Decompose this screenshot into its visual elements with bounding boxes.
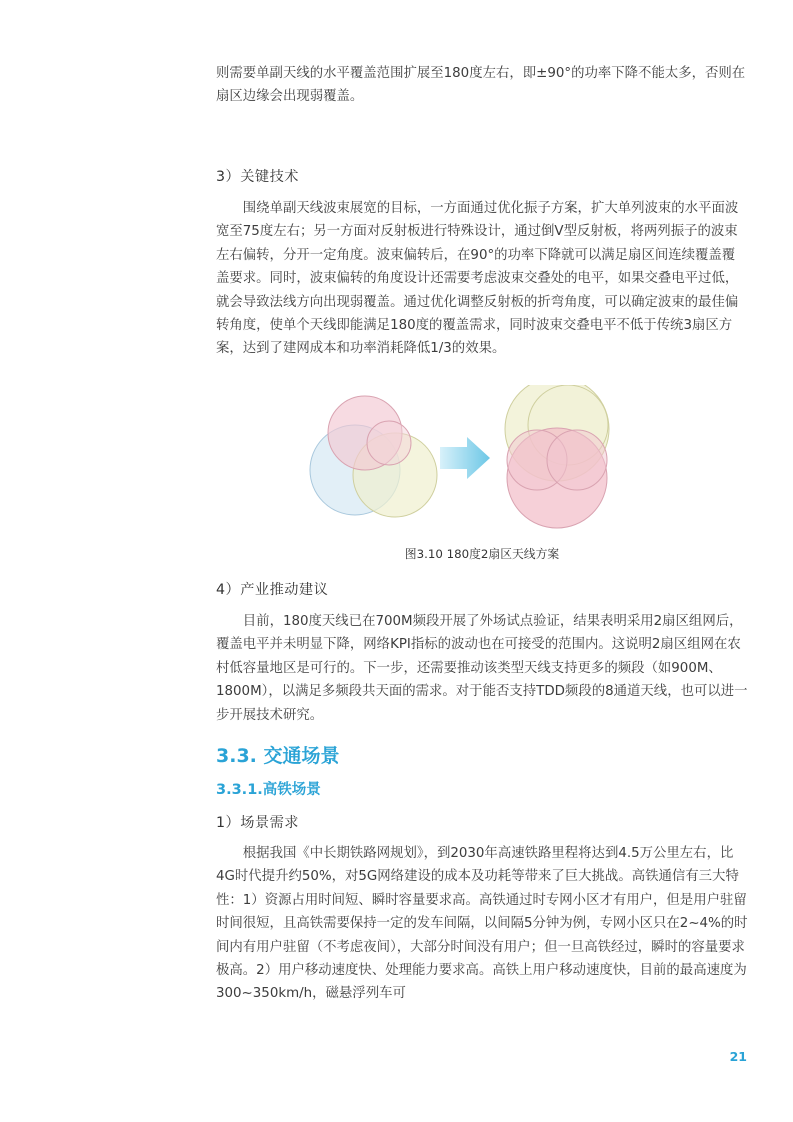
section3-body bbox=[216, 197, 748, 361]
section3-heading-block bbox=[216, 167, 748, 187]
antenna-diagram bbox=[305, 385, 615, 530]
pink-right-lobe bbox=[547, 430, 607, 490]
scenario-heading-block bbox=[216, 813, 748, 833]
two-sector-pattern bbox=[505, 385, 609, 528]
intro-paragraph: 则需要单副天线的水平覆盖范围扩展至180度左右，即±90°的功率下降不能太多，否则在扇区边缘会出现弱覆盖。 bbox=[216, 66, 746, 105]
section4-heading: 4）产业推动建议 bbox=[216, 582, 329, 598]
scenario-body bbox=[216, 842, 748, 1006]
transform-arrow bbox=[440, 437, 490, 479]
antenna-figure bbox=[305, 385, 615, 530]
scenario-paragraph: 根据我国《中长期铁路网规划》，到2030年高速铁路里程将达到4.5万公里左右，比4G时代提升约50%，对5G网络建设的成本及功耗等带来了巨大挑战。高铁通信有三大特性：1）资源占用时间短、瞬时容量要求高。高铁通过时专网小区才有用户，但是用户驻留时间很短，且高铁需要保持一定的发车间隔，以间隔5分钟为例，专网小区只在2~4%的时间内有用户驻留（不考虑夜间），大部分时间没有用户；但一旦高铁经过，瞬时的容量要求极高。2）用户移动速度快、处理能力要求高。高铁上用户移动速度快，目前的最高速度为300~350km/h，磁悬浮列车可 bbox=[216, 846, 748, 1002]
section3-heading: 3）关键技术 bbox=[216, 169, 299, 185]
scenario-heading: 1）场景需求 bbox=[216, 815, 299, 831]
chapter-heading: 3.3. 交通场景 bbox=[216, 745, 340, 767]
three-sector-pattern bbox=[310, 396, 437, 517]
section4-heading-block bbox=[216, 580, 748, 600]
figure-caption: 图3.10 180度2扇区天线方案 bbox=[404, 547, 560, 561]
chapter-heading-block bbox=[216, 743, 748, 769]
intro-block bbox=[216, 62, 748, 109]
section4-paragraph: 目前，180度天线已在700M频段开展了外场试点验证，结果表明采用2扇区组网后，覆盖电平并未明显下降，网络KPI指标的波动也在可接受的范围内。这说明2扇区组网在农村低容量地区是可行的。下一步，还需要推动该类型天线支持更多的频段（如900M、1800M），以满足多频段共天面的需求。对于能否支持TDD频段的8通道天线，也可以进一步开展技术研究。 bbox=[216, 614, 748, 723]
section3-paragraph: 围绕单副天线波束展宽的目标，一方面通过优化振子方案，扩大单列波束的水平面波宽至75度左右；另一方面对反射板进行特殊设计，通过倒V型反射板，将两列振子的波束左右偏转，分开一定角度。波束偏转后，在90°的功率下降就可以满足扇区间连续覆盖覆盖要求。同时，波束偏转的角度设计还需要考虑波束交叠处的电平，如果交叠电平过低，就会导致法线方向出现弱覆盖。通过优化调整反射板的折弯角度，可以确定波束的最佳偏转角度，使单个天线即能满足180度的覆盖需求，同时波束交叠电平不低于传统3扇区方案，达到了建网成本和功率消耗降低1/3的效果。 bbox=[216, 201, 739, 357]
section4-body bbox=[216, 610, 748, 727]
pink-sector-inner-lobe bbox=[367, 421, 411, 465]
page-number: 21 bbox=[729, 1049, 747, 1064]
subsection-heading-block bbox=[216, 780, 748, 800]
subsection-heading: 3.3.1.高铁场景 bbox=[216, 782, 321, 798]
